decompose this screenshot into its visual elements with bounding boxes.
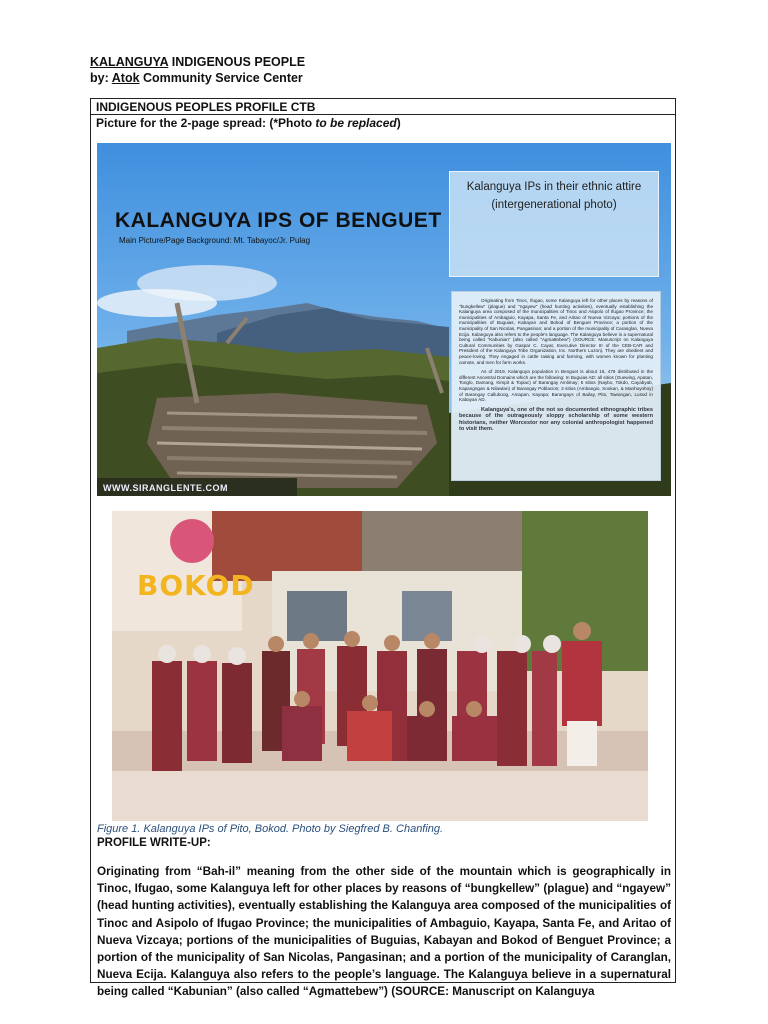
bokod-sign: BOKOD <box>137 569 255 602</box>
ethnic-attire-panel: Kalanguya IPs in their ethnic attire (intergenerational photo) <box>449 171 659 277</box>
group-photo <box>112 511 648 821</box>
document-header <box>90 54 305 86</box>
picture-instruction: Picture for the 2-page spread: (*Photo to be replaced) <box>96 116 401 130</box>
people-group <box>112 511 648 821</box>
spread-image <box>97 143 671 496</box>
spread-title: KALANGUYA IPS OF BENGUET <box>115 209 442 232</box>
document-author: by: Atok Community Service Center <box>90 71 303 85</box>
spread-text-panel: Originating from Tinoc, Ifugao, some Kalanguya left for other places by reasons of "bungkellew" (plague) and "ngayew" (head hunting activities), eventually establishing the Kalanguya area composed of the municipalities of Tinoc and Asipolo of Ifugao Province; the municipalities of Ambaguio, Kayapa, Santa Fe, and Aritao of Nueva Vizcaya; portions of the municipalities of Buguias, Kabayan and Bokod of Benguet Province; a portion of the municipality of San Nicolas, Pangasinan; and a portion of the municipality of Caranglan, Nueva Ecija. Kalanguya also refers to the people's language. The Kalanguya believe in a supernatural being called "Kabunian" (also called "Agmattebew") (SOURCE: Manuscript on Kalanguya Cultural Communities by Gaspar C. Cayat, Executive Director III of the CEB-CAR and President of the Kalanguya Tribe Organization, Inc. Northern Luzon). They are obedient and peace-loving. They engaged in cattle raising and farming, with women known for planting camote, and men for farm works. As of 2019, Kalanguya population in Benguet is about 16, 479 distributed in the different Ancestral Domains which are the following: In Buguias AD: all sitios (Guewing, Apatan, Tonglo, Damang, Kimpit & Topiac) of Barangay Amlimay; 5 sitios (Naybo, Tokdo, Cayabyab, Kapangngan & Nilawlan) of Barangay Poblacion; 3 sitios (Ambangio, Sookan, & Manhoyohoy) of Barangay Calluboog, Amapan, Kayapa; Barangays of Bailay, Pito, Tawangan, Lusod in Kabayan AD. Kalanguya's, one of the not so documented ethnographic tribes because of the outrageously sloppy scholarship of some western historians, neither Worcestor nor any colonial anthropologist happened to visit them. <box>451 291 661 481</box>
watermark: WWW.SIRANGLENTE.COM <box>103 483 228 493</box>
profile-writeup-text: Originating from “Bah-il” meaning from the other side of the mountain which is geographically in Tinoc, Ifugao, some Kalanguya left for other places by reasons of “bungkellew” (plague) and “ngayew” (head hunting activities), eventually establishing the Kalanguya area composed of the municipalities of Tinoc and Asipolo of Ifugao Province; the municipalities of Ambaguio, Kayapa, Santa Fe, and Aritao of Nueva Vizcaya; portions of the municipalities of Buguias, Kabayan and Bokod of Benguet Province; a portion of the municipality of San Nicolas, Pangasinan; and a portion of the municipality of Caranglan, Nueva Ecija. Kalanguya also refers to the people’s language. The Kalanguya believe in a supernatural being called “Kabunian” (also called “Agmattebew”) (SOURCE: Manuscript on Kalanguya <box>97 865 671 999</box>
profile-table <box>90 98 676 999</box>
document-title: KALANGUYA INDIGENOUS PEOPLE <box>90 55 306 69</box>
table-heading: INDIGENOUS PEOPLES PROFILE CTB <box>91 99 675 115</box>
figure-caption: Figure 1. Kalanguya IPs of Pito, Bokod. Photo by Siegfred B. Chanfing. <box>97 823 444 835</box>
spread-subtitle: Main Picture/Page Background: Mt. Tabayoc/Jr. Pulag <box>119 236 311 245</box>
profile-writeup-heading: PROFILE WRITE-UP: <box>97 837 211 849</box>
